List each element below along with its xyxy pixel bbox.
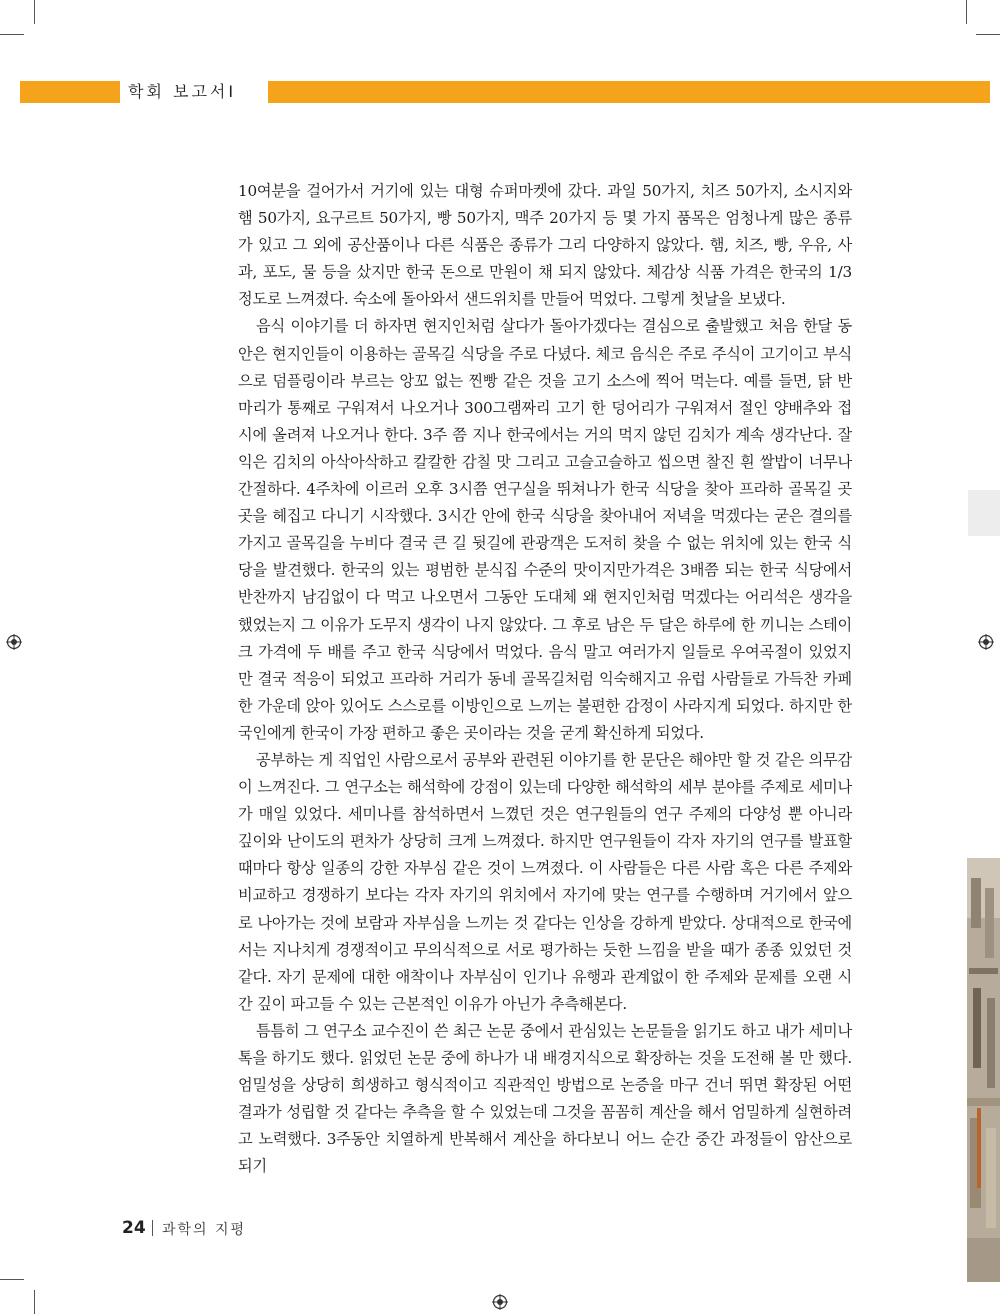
registration-mark-icon <box>978 634 994 650</box>
paragraph: 음식 이야기를 더 하자면 현지인처럼 살다가 돌아가겠다는 결심으로 출발했고 처음 한달 동안은 현지인들이 이용하는 골목길 식당을 주로 다녔다. 체코 음식은 주로 주식이 고기이고 부식으로 덤플링이라 부르는 앙꼬 없는 찐빵 같은 것을 고기 소스에 찍어 먹는다. 예를 들면, 닭 반마리가 통째로 구워져서 나오거나 300그램짜리 고기 한 덩어리가 구워져서 절인 양배추와 접시에 올려져 나오거나 한다. 3주 쯤 지나 한국에서는 거의 먹지 않던 김치가 계속 생각난다. 잘 익은 김치의 아삭아삭하고 칼칼한 감칠 맛 그리고 고슬고슬하고 씹으면 찰진 흰 쌀밥이 너무나 간절하다. 4주차에 이르러 오후 3시쯤 연구실을 뛰쳐나가 한국 식당을 찾아 프라하 골목길 곳곳을 헤집고 다니기 시작했다. 3시간 안에 한국 식당을 찾아내어 저녁을 먹겠다는 굳은 결의를 가지고 골목길을 누비다 결국 큰 길 뒷길에 관광객은 도저히 찾을 수 없는 위치에 있는 한국 식당을 발견했다. 한국의 있는 평범한 분식집 수준의 맛이지만가격은 3배쯤 되는 한국 식당에서 반찬까지 남김없이 다 먹고 나오면서 그동안 도대체 왜 현지인처럼 먹겠다는 어리석은 생각을 했었는지 그 이유가 도무지 생각이 나지 않았다. 그 후로 남은 두 달은 하루에 한 끼니는 스테이크 가격에 두 배를 주고 한국 식당에서 먹었다. 음식 말고 여러가지 일들로 우여곡절이 있었지만 결국 적응이 되었고 프라하 거리가 동네 골목길처럼 익숙해지고 유럽 사람들로 가득찬 카페 한 가운데 앉아 있어도 스스로를 이방인으로 느끼는 불편한 감정이 사라지게 되었다. 하지만 한국인에게 한국이 가장 편하고 좋은 곳이라는 것을 굳게 확신하게 되었다. <box>238 317 852 742</box>
paragraph: 공부하는 게 직업인 사람으로서 공부와 관련된 이야기를 한 문단은 해야만 할 것 같은 의무감이 느껴진다. 그 연구소는 해석학에 강점이 있는데 다양한 해석학의 세부 분야를 주제로 세미나가 매일 있었다. 세미나를 참석하면서 느꼈던 것은 연구원들의 연구 주제의 다양성 뿐 아니라 깊이와 난이도의 편차가 상당히 크게 느껴졌다. 하지만 연구원들이 각자 자기의 연구를 발표할 때마다 항상 일종의 강한 자부심 같은 것이 느껴졌다. 이 사람들은 다른 사람 혹은 다른 주제와 비교하고 경쟁하기 보다는 각자 자기의 위치에서 자기에 맞는 연구를 수행하며 거기에서 앞으로 나아가는 것에 보람과 자부심을 느끼는 것 같다는 인상을 강하게 받았다. 상대적으로 한국에서는 지나치게 경쟁적이고 무의식적으로 서로 평가하는 듯한 느낌을 받을 때가 종종 있었던 것 같다. 자기 문제에 대한 애착이나 자부심이 인기나 유행과 관계없이 한 주제와 문제를 오랜 시간 깊이 파고들 수 있는 근본적인 이유가 아닌가 추측해본다. <box>238 750 852 1013</box>
section-title: 학회 보고서Ⅰ <box>128 82 237 101</box>
page-number: 24 <box>122 1218 146 1238</box>
header-accent-bar-right <box>268 81 990 103</box>
page-edge-tab <box>968 490 1000 536</box>
registration-mark-icon <box>6 634 22 650</box>
registration-mark-icon <box>492 1294 508 1310</box>
publication-title: 과학의 지평 <box>162 1222 247 1238</box>
footer-divider <box>152 1220 153 1236</box>
crop-mark-bottom-left-horizontal <box>0 1279 24 1280</box>
paragraph: 틈틈히 그 연구소 교수진이 쓴 최근 논문 중에서 관심있는 논문들을 읽기도 하고 내가 세미나톡을 하기도 했다. 읽었던 논문 중에 하나가 내 배경지식으로 확장하는 것을 도전해 볼 만 했다. 엄밀성을 상당히 희생하고 형식적이고 직관적인 방법으로 논증을 마구 건너 뛰면 확장된 어떤 결과가 성립할 것 같다는 추측을 할 수 있었는데 그것을 꼼꼼히 계산을 해서 엄밀하게 실현하려고 노력했다. 3주동안 치열하게 반복해서 계산을 하다보니 어느 순간 중간 과정들이 암산으로 되기 <box>238 1021 852 1176</box>
article-body <box>238 178 852 1180</box>
crop-mark-top-left-vertical <box>34 0 35 24</box>
crop-mark-top-left-horizontal <box>0 34 24 35</box>
building-photo-strip <box>967 858 1000 1282</box>
header-accent-bar-left <box>20 81 120 103</box>
crop-mark-top-right-vertical <box>966 0 967 24</box>
paragraph: 10여분을 걸어가서 거기에 있는 대형 슈퍼마켓에 갔다. 과일 50가지, 치즈 50가지, 소시지와 햄 50가지, 요구르트 50가지, 빵 50가지, 맥주 20가지 등 몇 가지 품목은 엄청나게 많은 종류가 있고 그 외에 공산품이나 다른 식품은 종류가 그리 다양하지 않았다. 햄, 치즈, 빵, 우유, 사과, 포도, 물 등을 샀지만 한국 돈으로 만원이 채 되지 않았다. 체감상 식품 가격은 한국의 1/3 정도로 느껴졌다. 숙소에 돌아와서 샌드위치를 만들어 먹었다. 그렇게 첫날을 보냈다. <box>238 182 852 309</box>
crop-mark-top-right-horizontal <box>976 34 1000 35</box>
crop-mark-bottom-left-vertical <box>34 1290 35 1314</box>
